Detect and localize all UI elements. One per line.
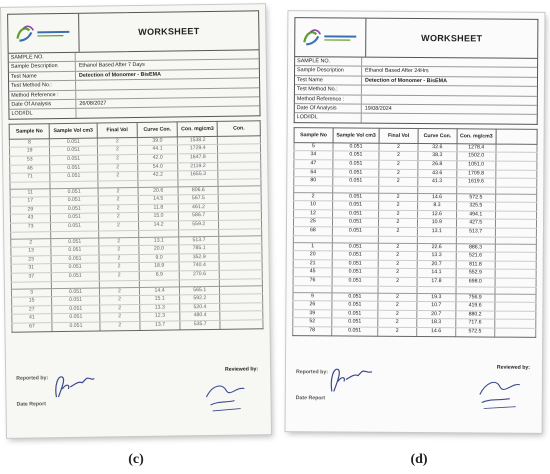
table-cell: 13.7 [140,321,180,330]
meta-label: Method Reference : [9,90,76,99]
caption-c: (c) [128,452,144,467]
column-header: Sample No [294,127,333,142]
column-header: Final Vol [97,122,137,138]
table-cell: 22.6 [417,243,456,252]
table-cell: 37 [11,273,51,282]
table-cell: 494.1 [456,211,495,220]
table-cell: 0.051 [332,318,378,327]
worksheet-header [294,17,538,59]
table-cell: 325.5 [456,202,495,211]
table-cell: 27 [12,306,52,315]
table-cell: 76 [293,277,332,286]
table-cell: 567.5 [178,195,218,204]
table-cell: 2 [98,196,138,205]
table-cell: 0.051 [332,243,378,252]
meta-value: Detection of Monomer - BisEMA [78,71,162,79]
table-cell: 2 [378,269,417,278]
table-cell: 2 [379,169,418,178]
table-cell: 44.1 [137,145,177,154]
table-cell: 73 [11,223,51,232]
table-cell: 2 [99,246,139,255]
table-cell: 0.051 [50,146,98,155]
table-cell: 47 [294,160,333,169]
table-cell: 0.051 [50,164,98,173]
table-cell: 880.2 [456,311,495,320]
meta-label: Test Name [9,72,76,81]
table-cell: 10.9 [417,219,456,228]
table-cell: 8 [9,138,49,147]
reported-by-label: Reported by: [295,369,328,376]
table-cell: 0.051 [332,210,378,219]
table-cell: 2 [98,213,138,222]
table-cell: 270.6 [179,270,219,279]
table-cell: 29 [10,206,50,215]
table-cell: 886.3 [456,243,495,252]
worksheet-meta [294,57,538,124]
table-cell: 2 [378,219,417,228]
meta-label: Sample Description [295,67,362,76]
column-header: Sample Vol cm3 [333,128,379,143]
table-cell: 20 [293,251,332,260]
table-cell: 2 [379,210,418,219]
meta-label: SAMPLE NO. [9,53,76,62]
results-table [292,127,537,338]
table-cell: 20.6 [138,187,178,196]
table-cell: 14.6 [418,193,457,202]
table-cell: 2 [378,310,417,319]
table-cell: 0.051 [333,193,379,202]
table-cell: 2 [98,222,138,231]
table-cell: 2 [378,327,417,336]
table-cell: 0.051 [52,305,100,314]
table-cell: 3 [11,288,51,297]
table-cell: 586.7 [179,212,219,221]
table-cell: 6.9 [139,271,179,280]
table-cell: 1655.3 [178,170,218,179]
meta-label: Sample Description [9,62,76,71]
table-cell: 0.051 [332,277,378,286]
table-cell [496,152,537,161]
table-cell [495,170,536,179]
table-cell: 11 [10,188,50,197]
table-cell [494,319,535,328]
table-cell: 2 [379,152,418,161]
table-cell: 0.051 [333,143,379,152]
table-cell: 26.8 [418,160,457,169]
table-cell: 2 [100,313,140,322]
table-cell: 17.8 [417,278,456,287]
table-cell: 52 [293,318,332,327]
table-cell: 13.1 [417,228,456,237]
table-cell: 2 [378,293,417,302]
table-cell: 2 [99,237,139,246]
table-cell: 2 [379,143,418,152]
table-cell [495,194,536,203]
meta-value: 26/08/2027 [79,100,107,107]
table-cell: 0.051 [50,172,98,181]
table-cell: 21 [293,260,332,269]
table-cell: 32.6 [418,143,457,152]
table-cell: 2 [99,287,139,296]
table-cell: 0.051 [50,196,98,205]
table-cell: 552.9 [456,269,495,278]
table-cell [220,320,263,329]
table-cell: 2 [11,238,51,247]
reporter-signature [324,363,380,395]
table-cell: 25 [293,218,332,227]
table-cell [495,302,536,311]
table-cell: 535.7 [180,320,220,329]
table-cell: 18.9 [139,262,179,271]
table-cell: 1538.2 [177,136,217,145]
table-cell: 0.051 [332,260,378,269]
table-cell [495,278,536,287]
table-cell: 480.4 [180,312,220,321]
table-cell: 0.051 [50,188,98,197]
table-cell: 0.051 [333,168,379,177]
table-cell: 39 [293,309,332,318]
meta-label: Date Of Analysis [295,104,362,113]
table-cell [495,211,536,220]
meta-value: Ethanol Based After 24Hrs [365,68,429,75]
table-cell: 0.051 [51,222,99,231]
table-cell: 1647.8 [178,153,218,162]
table-cell: 740.4 [179,262,219,271]
meta-label: LOD/IDL [9,109,76,118]
table-cell: 2 [378,252,417,261]
table-cell: 2 [97,137,137,146]
column-header: Curve Con. [137,122,177,138]
meta-value [362,95,537,105]
table-cell: 0.051 [332,310,378,319]
table-cell: 26 [293,301,332,310]
table-cell: 2 [97,146,137,155]
table-cell: 1729.4 [178,145,218,154]
meta-value [362,58,537,68]
table-cell: 2 [379,202,418,211]
meta-row [295,114,537,124]
column-header: Con. mg/cm3 [177,121,217,137]
table-cell: 2 [378,260,417,269]
table-cell: 811.8 [456,261,495,270]
table-cell: 20.0 [139,245,179,254]
column-header: Con. [217,120,260,136]
worksheet-c [1,4,271,438]
table-cell: 785.1 [179,245,219,254]
table-cell: 78 [293,327,332,336]
table-cell: 572.5 [455,328,494,337]
lab-logo [295,18,366,56]
table-cell: 13 [11,247,51,256]
reporter-signature [48,371,100,402]
table-cell: 19 [9,147,49,156]
worksheet-d [286,11,545,433]
table-cell: 38.3 [418,152,457,161]
table-cell: 0.051 [332,327,378,336]
table-cell: 12.6 [417,210,456,219]
table-cell: 0.051 [332,268,378,277]
table-cell: 45 [293,268,332,277]
meta-value: Ethanol Based After 7 Days [78,62,145,70]
table-cell: 0.051 [50,155,98,164]
table-cell: 521.6 [456,252,495,261]
table-cell: 0.051 [332,201,378,210]
table-cell: 806.6 [178,186,218,195]
table-cell: 42.0 [138,154,178,163]
table-cell: 2 [378,243,417,252]
column-header: Final Vol [379,128,418,143]
table-cell: 0.051 [332,301,378,310]
table-cell: 2 [98,204,138,213]
table-cell: 0.051 [51,255,99,264]
table-cell: 13.3 [417,252,456,261]
table-cell: 1619.6 [457,178,496,187]
table-cell: 2 [379,177,418,186]
table-cell: 2 [98,187,138,196]
table-cell: 2 [99,272,139,281]
results-table [9,120,264,332]
meta-label: Test Name [295,76,362,85]
table-cell [495,252,536,261]
table-cell: 13.1 [139,237,179,246]
table-cell: 41.3 [418,178,457,187]
table-cell: 64 [294,168,333,177]
table-cell: 15.1 [140,295,180,304]
table-cell: 15.0 [138,212,178,221]
reviewer-signature [196,376,253,419]
table-cell: 31 [11,264,51,273]
table-cell: 14.2 [139,221,179,230]
meta-label: Method Reference : [295,95,362,104]
table-cell: 419.6 [456,302,495,311]
column-header: Sample No [9,123,49,139]
table-cell: 39.0 [137,137,177,146]
table-cell: 513.7 [456,228,495,237]
table-cell: 14.1 [417,269,456,278]
table-cell [495,202,536,211]
table-cell: 0.051 [51,272,99,281]
table-cell [495,261,536,270]
table-cell: 2 [100,321,140,330]
table-cell [495,270,536,279]
table-cell: 68 [293,227,332,236]
reviewer-signature [470,372,526,414]
table-cell: 0.051 [52,313,100,322]
table-cell: 513.7 [179,236,219,245]
table-cell: 565.1 [180,286,220,295]
table-cell [496,161,537,170]
table-cell [494,311,535,320]
table-cell: 2 [294,192,333,201]
table-cell: 2 [98,163,138,172]
table-cell: 8.3 [417,202,456,211]
meta-value: Detection of Monomer - BisEMA [364,77,448,85]
column-header: Sample Vol cm3 [49,123,97,139]
table-cell: 10.7 [417,302,456,311]
meta-label: Test Method No.: [9,81,76,90]
table-cell: 0.051 [51,238,99,247]
table-cell: 18.3 [417,319,456,328]
table-cell: 15 [12,297,52,306]
reviewed-by-label: Reviewed by: [496,364,531,371]
table-cell: 71 [10,173,50,182]
table-cell: 2 [378,227,417,236]
table-cell: 5 [294,142,333,151]
table-cell: 0.051 [332,227,378,236]
table-cell: 0.051 [333,151,379,160]
table-cell: 43 [10,214,50,223]
meta-label: SAMPLE NO. [295,57,362,66]
column-header: Curve Con. [418,128,457,143]
table-cell: 19.3 [417,293,456,302]
table-cell [495,294,536,303]
table-cell: 352.9 [179,253,219,262]
table-cell: 698.0 [456,278,495,287]
table-cell: 2 [379,193,418,202]
table-cell: 23 [11,256,51,265]
column-header: Con. mg/cm3 [457,129,496,144]
reported-by-label: Reported by: [16,375,49,382]
table-cell: 12.3 [140,312,180,321]
table-cell [495,220,536,229]
table-cell: 11.8 [138,204,178,213]
table-cell: 14.5 [138,195,178,204]
table-cell: 1709.8 [457,169,496,178]
worksheet-meta [8,50,261,119]
table-cell: 12 [294,210,333,219]
worksheet-footer [14,364,263,429]
table-cell: 20.7 [417,260,456,269]
meta-label: LOD/IDL [295,114,362,123]
meta-label: Date Of Analysis [9,100,76,109]
table-cell: 2 [97,154,137,163]
table-cell: 2 [99,263,139,272]
table-cell: 53 [10,156,50,165]
table-cell [495,244,536,253]
table-cell: 717.6 [456,319,495,328]
table-cell: 9.0 [139,254,179,263]
table-cell: 559.2 [179,220,219,229]
table-cell: 2 [100,304,140,313]
table-cell: 14.4 [139,287,179,296]
table-row [293,327,536,337]
table-cell: 2 [99,254,139,263]
table-cell [495,228,536,237]
table-cell [494,328,535,337]
table-cell: 2 [378,319,417,328]
table-cell: 592.2 [180,295,220,304]
table-cell: 2 [99,296,139,305]
worksheet-header [7,10,260,54]
table-cell: 0.051 [51,214,99,223]
meta-value [362,114,537,124]
table-cell: 0.051 [51,263,99,272]
table-cell: 572.5 [456,193,495,202]
table-cell: 67 [12,323,52,332]
table-cell: 0.051 [50,205,98,214]
column-header [496,129,537,144]
table-cell: 520.4 [180,303,220,312]
table-cell: 2 [378,277,417,286]
table-cell: 80 [294,177,333,186]
table-cell: 54.0 [138,162,178,171]
table-cell: 43.6 [418,169,457,178]
worksheet-footer [294,361,534,425]
table-cell: 2119.2 [178,162,218,171]
table-cell: 0.051 [333,177,379,186]
worksheet-title: WORKSHEET [138,26,200,37]
table-cell: 427.5 [456,219,495,228]
table-cell: 17 [10,197,50,206]
table-cell: 1278.4 [457,144,496,153]
table-cell [496,144,537,153]
table-cell: 46 [10,164,50,173]
table-cell: 14.6 [417,328,456,337]
table-cell: 20.7 [417,310,456,319]
table-cell: 0.051 [52,288,100,297]
table-cell: 0.051 [52,322,100,331]
reviewed-by-label: Reviewed by: [224,366,259,373]
table-cell: 0.051 [333,160,379,169]
table-cell: 0.051 [332,251,378,260]
table-cell [495,178,536,187]
meta-value: 19/08/2024 [364,105,392,112]
table-cell: 461.2 [178,203,218,212]
meta-value [362,86,537,96]
table-cell: 0.051 [51,246,99,255]
table-cell: 42.2 [138,171,178,180]
meta-label: Test Method No.: [295,85,362,94]
table-cell: 13.3 [140,304,180,313]
date-reported-label: Date Report [295,395,326,402]
lab-logo [8,14,80,53]
table-cell: 10 [294,201,333,210]
date-reported-label: Date Report [16,401,46,408]
table-cell: 1502.0 [457,152,496,161]
caption-d: (d) [410,452,428,467]
table-cell: 0.051 [49,138,97,147]
table-cell: 1051.0 [457,161,496,170]
table-cell: 0.051 [332,218,378,227]
table-cell: 41 [12,314,52,323]
table-cell: 2 [378,301,417,310]
table-cell: 9 [293,292,332,301]
table-cell: 34 [294,151,333,160]
table-cell: 0.051 [332,293,378,302]
table-cell: 756.9 [456,293,495,302]
meta-value [76,107,259,118]
table-cell: 0.051 [52,296,100,305]
table-cell: 2 [379,160,418,169]
table-cell: 2 [98,172,138,181]
table-cell: 1 [293,242,332,251]
worksheet-title: WORKSHEET [421,33,483,44]
